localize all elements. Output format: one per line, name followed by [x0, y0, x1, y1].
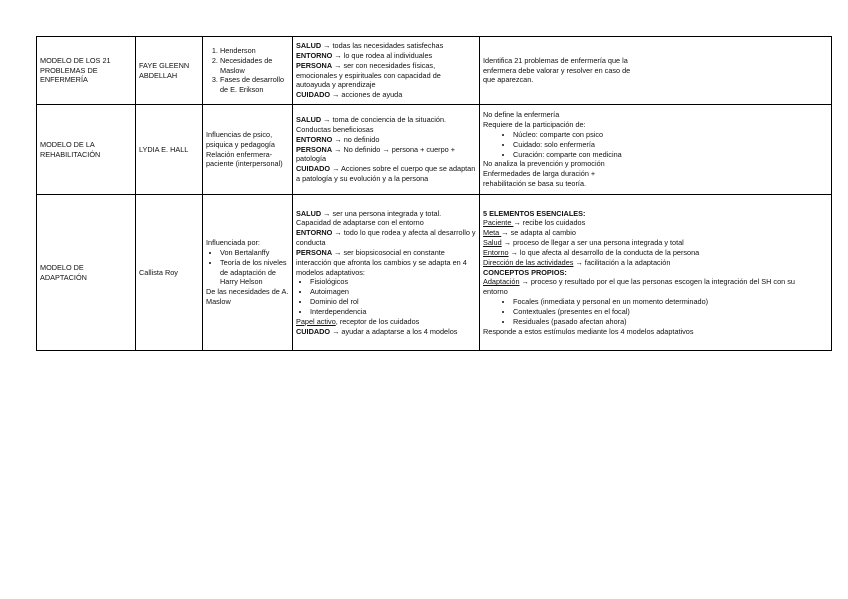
concept-label: SALUD [296, 40, 322, 50]
arrow-icon: → [334, 134, 342, 144]
concept-label: ENTORNO [296, 228, 333, 238]
list-item: • Curación: comparte con medicina [513, 150, 828, 160]
arrow-icon: → [501, 228, 509, 238]
list-item: • Núcleo: comparte con psico [513, 130, 828, 140]
concept-text: toma de conciencia de la situación. Conductas beneficiosas [296, 115, 447, 134]
arrow-icon: → [508, 247, 518, 257]
list-item: • Teoría de los niveles de adaptación de Harry Helson [220, 258, 289, 288]
papel-text: , receptor de los cuidados [335, 316, 420, 326]
concept-label: SALUD [296, 115, 322, 125]
section-heading: CONCEPTOS PROPIOS: [483, 267, 567, 277]
concept-label: CUIDADO [296, 164, 331, 174]
element-label: Salud [483, 238, 502, 248]
concept-text: no definido [341, 134, 380, 144]
note-line: que aparezcan. [483, 75, 534, 85]
concept-label: SALUD [296, 208, 322, 218]
note-line: Enfermedades de larga duración + [483, 169, 596, 179]
author-name: FAYE GLEENN ABDELLAH [136, 37, 203, 105]
list-item: • Autoimagen [310, 287, 476, 297]
arrow-icon: → [334, 50, 342, 60]
list-item: • Contextuales (presentes en el focal) [513, 307, 828, 317]
concept-text: todo lo que rodea y afecta al desarrollo y conducta [296, 228, 476, 248]
list-item: 1. Henderson [220, 46, 289, 56]
arrow-icon: → [332, 164, 340, 174]
list-item: 3. Fases de desarrollo de E. Erikson [220, 75, 289, 95]
list-item: • Von Bertalanffy [220, 248, 289, 258]
note-line: Identifica 21 problemas de enfermería que la [483, 55, 628, 65]
influences-intro: Influenciada por: [206, 238, 260, 248]
concept-text: ser con necesidades físicas, emocionales y espirituales con capacidad de autoayuda y aprendizaje [296, 60, 441, 90]
notes-cell [480, 195, 832, 351]
influences-cell: Influencias de psico, psiquica y pedagogía Relación enfermera-paciente (interpersonal) [203, 105, 293, 195]
arrow-icon: → [573, 257, 583, 267]
papel-label: Papel activo [296, 316, 336, 326]
concept-label: ENTORNO [296, 134, 333, 144]
influences-list [206, 248, 289, 287]
concept-text: Acciones sobre el cuerpo que se adaptan a patología y su evolución y a la persona [296, 164, 476, 184]
element-label: Entorno [483, 247, 509, 257]
theories-table [36, 36, 832, 351]
model-name: MODELO DE LA REHABILITACIÓN [37, 105, 136, 195]
influences-outro: De las necesidades de A. Maslow [206, 287, 289, 307]
element-label: Meta [483, 228, 502, 238]
metaparadigm-cell [293, 195, 480, 351]
arrow-icon: → [332, 326, 340, 336]
arrow-icon: → [332, 90, 340, 100]
note-line: entorno [483, 287, 508, 297]
model-name: MODELO DE LOS 21 PROBLEMAS DE ENFERMERÍA [37, 37, 136, 105]
arrow-icon: → [323, 115, 331, 125]
arrow-icon: → [501, 238, 511, 248]
element-text: proceso de llegar a ser una persona integrada y total [511, 238, 684, 248]
participation-list [483, 130, 828, 160]
element-text: recibe los cuidados [520, 218, 586, 228]
element-label: Dirección de las actividades [483, 257, 574, 267]
concept-label: PERSONA [296, 144, 333, 154]
influences-cell [203, 37, 293, 105]
concept-label: PERSONA [296, 60, 333, 70]
stimuli-list [483, 297, 828, 327]
concept-text: ayudar a adaptarse a los 4 modelos [339, 326, 458, 336]
element-text: se adapta al cambio [508, 228, 576, 238]
concept-label: ENTORNO [296, 50, 333, 60]
concept-label: PERSONA [296, 247, 333, 257]
list-item: • Residuales (pasado afectan ahora) [513, 317, 828, 327]
arrow-icon: → [334, 247, 342, 257]
notes-cell [480, 37, 832, 105]
list-item: • Fisiológicos [310, 277, 476, 287]
arrow-icon: → [334, 228, 342, 238]
list-item: • Cuidado: solo enfermería [513, 140, 828, 150]
concept-text: ser una persona integrada y total. Capacidad de adaptarse con el entorno [296, 208, 442, 228]
note-line: Requiere de la participación de: [483, 119, 586, 129]
note-line: rehabilitación se basa su teoría. [483, 179, 587, 189]
arrow-icon: → [323, 208, 331, 218]
list-item: • Dominio del rol [310, 297, 476, 307]
author-name: Callista Roy [136, 195, 203, 351]
element-text: lo que afecta al desarrollo de la conducta de la persona [517, 247, 700, 257]
concept-text: acciones de ayuda [339, 90, 403, 100]
influences-list [206, 46, 289, 95]
adaptation-label: Adaptación [483, 277, 520, 287]
arrow-icon: → [334, 60, 342, 70]
model-name: MODELO DE ADAPTACIÓN [37, 195, 136, 351]
element-label: Paciente [483, 218, 514, 228]
adaptive-modes-list [296, 277, 476, 316]
concept-text: lo que rodea al individuales [341, 50, 433, 60]
list-item: 2. Necesidades de Maslow [220, 56, 289, 76]
table-row [37, 37, 832, 105]
notes-cell [480, 105, 832, 195]
arrow-icon: → [334, 144, 342, 154]
note-line: enfermera debe valorar y resolver en caso de [483, 65, 631, 75]
metaparadigm-cell [293, 105, 480, 195]
table-row [37, 195, 832, 351]
concept-text: No definido → persona + cuerpo + patología [296, 144, 456, 164]
influences-cell [203, 195, 293, 351]
concept-text: todas las necesidades satisfechas [330, 40, 444, 50]
adaptation-text: → proceso y resultado por el que las personas escogen la integración del SH con su [519, 277, 795, 287]
concept-label: CUIDADO [296, 90, 331, 100]
list-item: • Interdependencia [310, 307, 476, 317]
author-name: LYDIA E. HALL [136, 105, 203, 195]
element-text: facilitación a la adaptación [582, 257, 671, 267]
note-line: Responde a estos estímulos mediante los 4 modelos adaptativos [483, 326, 694, 336]
arrow-icon: → [323, 40, 331, 50]
note-line: No define la enfermería [483, 110, 560, 120]
arrow-icon: → [513, 218, 521, 228]
section-heading: 5 ELEMENTOS ESENCIALES: [483, 208, 586, 218]
concept-label: CUIDADO [296, 326, 331, 336]
note-line: No analiza la prevención y promoción [483, 159, 605, 169]
table-row [37, 105, 832, 195]
metaparadigm-cell [293, 37, 480, 105]
concept-text: ser biopsicosocial en constante interacción que afronta los cambios y se adapta en 4 modelos adaptativos: [296, 247, 467, 277]
list-item: • Focales (inmediata y personal en un momento determinado) [513, 297, 828, 307]
